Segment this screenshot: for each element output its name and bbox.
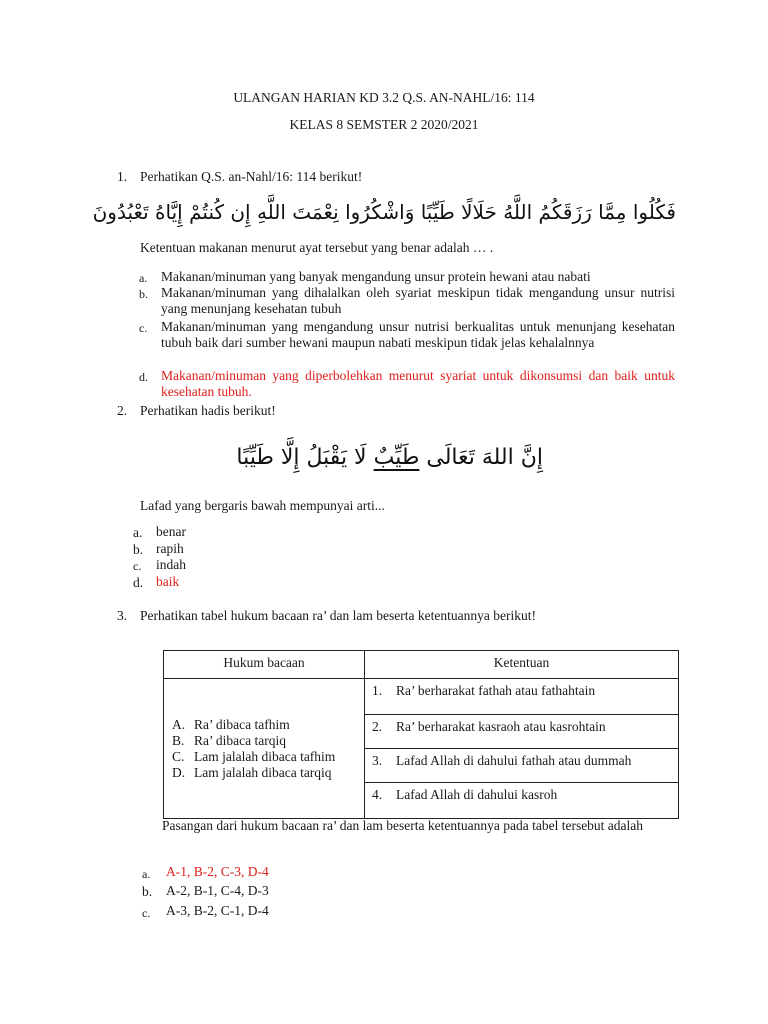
- q3-option-b[interactable]: A-2, B-1, C-4, D-3: [166, 883, 269, 898]
- question-1-number: 1.: [117, 169, 128, 184]
- q2-option-a-letter: a.: [133, 525, 143, 540]
- page-subtitle: KELAS 8 SEMSTER 2 2020/2021: [289, 117, 479, 132]
- hukum-item-a: A. Ra’ dibaca tafhim: [172, 716, 290, 732]
- ketentuan-row-4: 4. Lafad Allah di dahului kasroh: [365, 783, 679, 819]
- q2-option-b-letter: b.: [133, 542, 144, 557]
- question-2-text: Lafad yang bergaris bawah mempunyai arti...: [140, 498, 385, 513]
- hadith-part-1: إِنَّ اللهَ تَعَالَى: [419, 445, 543, 470]
- q3-option-a-letter: a.: [142, 867, 151, 881]
- question-3-prompt: Perhatikan tabel hukum bacaan ra’ dan lam beserta ketentuannya berikut!: [140, 608, 536, 623]
- q2-option-d-letter: d.: [133, 575, 144, 590]
- hukum-bacaan-table: [163, 650, 679, 819]
- ketentuan-row-3: 3. Lafad Allah di dahului fathah atau dummah: [365, 749, 679, 783]
- ketentuan-row-1: 1. Ra’ berharakat fathah atau fathahtain: [365, 679, 679, 715]
- q3-option-b-letter: b.: [142, 884, 153, 899]
- quran-verse-arabic: فَكُلُوا مِمَّا رَزَقَكُمُ اللَّهُ حَلَالًا طَيِّبًا وَاشْكُرُوا نِعْمَتَ اللَّهِ إِن كُنتُمْ إِيَّاهُ تَعْبُدُونَ: [92, 200, 676, 224]
- q1-option-d-letter: d.: [139, 370, 148, 384]
- q1-option-b-letter: b.: [139, 287, 148, 301]
- hadith-part-2: لَا يَقْبَلُ إِلَّا طَيِّبًا: [236, 445, 374, 470]
- question-2-prompt: Perhatikan hadis berikut!: [140, 403, 276, 418]
- q1-option-c-letter: c.: [139, 321, 148, 335]
- question-1-prompt: Perhatikan Q.S. an-Nahl/16: 114 berikut!: [140, 169, 363, 184]
- q1-option-b[interactable]: Makanan/minuman yang dihalalkan oleh syariat meskipun tidak mengandung unsur nutrisi yang menunjang kesehatan tubuh: [161, 285, 675, 316]
- table-header-ketentuan: Ketentuan: [365, 651, 679, 679]
- q1-option-a[interactable]: Makanan/minuman yang banyak mengandung unsur protein hewani atau nabati: [161, 269, 591, 284]
- question-2-number: 2.: [117, 403, 128, 418]
- q3-option-c-letter: c.: [142, 906, 151, 920]
- q1-option-d-correct[interactable]: Makanan/minuman yang diperbolehkan menurut syariat untuk dikonsumsi dan baik untuk kesehatan tubuh.: [161, 368, 675, 399]
- ketentuan-row-2: 2. Ra’ berharakat kasraoh atau kasrohtain: [365, 715, 679, 749]
- q1-option-c[interactable]: Makanan/minuman yang mengandung unsur nutrisi berkualitas untuk menunjang kesehatan tubuh baik dari sumber hewani maupun nabati meskipun tidak jelas kehalalnnya: [161, 319, 675, 350]
- q2-option-d-correct[interactable]: baik: [156, 574, 180, 589]
- q3-option-c[interactable]: A-3, B-2, C-1, D-4: [166, 903, 269, 918]
- q2-option-a[interactable]: benar: [156, 524, 186, 539]
- q3-option-a-correct[interactable]: A-1, B-2, C-3, D-4: [166, 864, 269, 879]
- q2-option-c-letter: c.: [133, 559, 142, 573]
- question-3-text: Pasangan dari hukum bacaan ra’ dan lam beserta ketentuannya pada tabel tersebut adalah: [162, 818, 644, 833]
- q2-option-b[interactable]: rapih: [156, 541, 184, 556]
- page-title: ULANGAN HARIAN KD 3.2 Q.S. AN-NAHL/16: 114: [233, 90, 535, 105]
- question-3-number: 3.: [117, 608, 128, 623]
- table-header-hukum: Hukum bacaan: [164, 651, 365, 679]
- hadith-underlined-word: طَيِّبٌ: [373, 445, 420, 470]
- q1-option-a-letter: a.: [139, 271, 148, 285]
- hukum-item-b: B. Ra’ dibaca tarqiq: [172, 732, 286, 748]
- q2-option-c[interactable]: indah: [156, 557, 186, 572]
- hukum-list-cell: [164, 679, 365, 819]
- hukum-item-c: C. Lam jalalah dibaca tafhim: [172, 748, 336, 764]
- hadith-arabic: [236, 438, 543, 478]
- hukum-item-d: D. Lam jalalah dibaca tarqiq: [172, 764, 332, 780]
- question-1-text: Ketentuan makanan menurut ayat tersebut yang benar adalah … .: [140, 240, 494, 255]
